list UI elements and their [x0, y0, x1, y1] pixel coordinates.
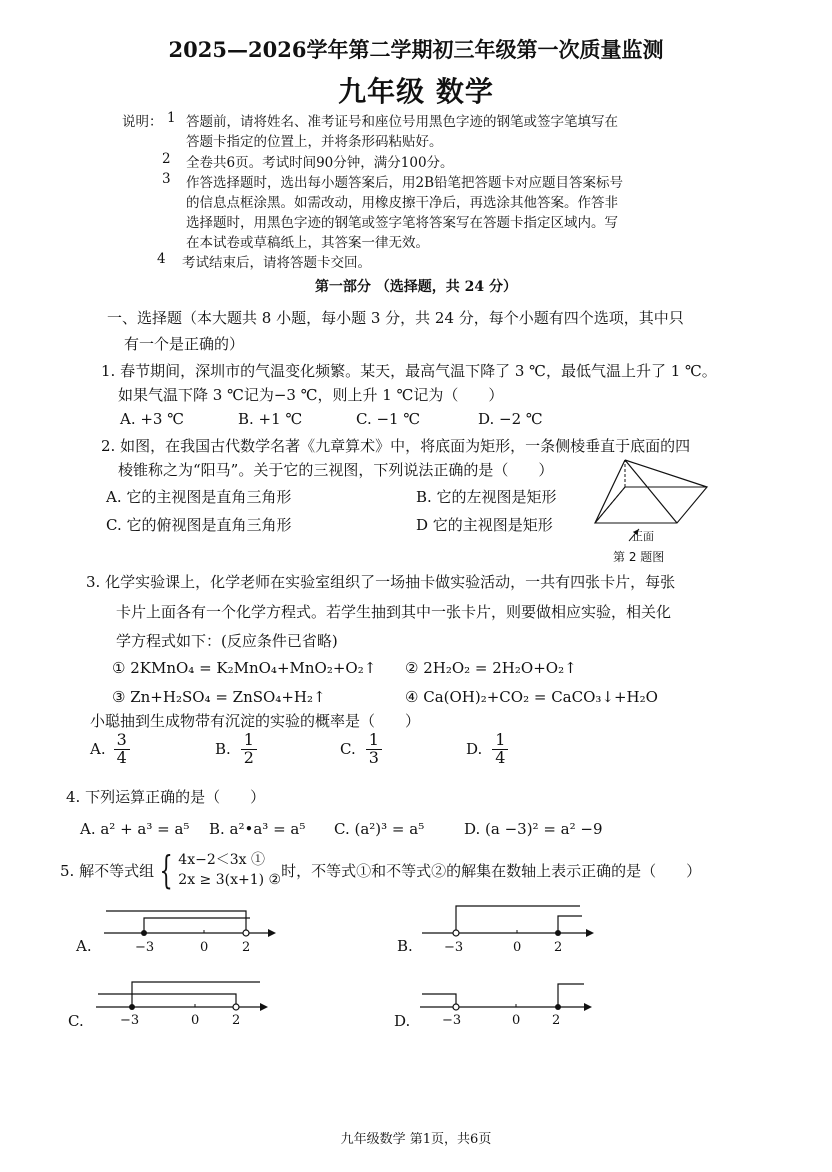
q2-option-c: C. 它的俯视图是直角三角形 — [106, 516, 292, 534]
section-one-heading-line-1: 一、选择题（本大题共 8 小题，每小题 3 分，共 24 分，每个小题有四个选项，其中只 — [107, 309, 684, 327]
pyramid-edge-2 — [625, 460, 677, 523]
axis-arrow — [586, 929, 594, 937]
q5-stem — [60, 850, 701, 890]
instruction-num-4: 4 — [157, 251, 166, 267]
q5-d-tick-2: 2 — [552, 1013, 561, 1028]
q5-inequality-1: 4x−2＜3x ① — [178, 852, 265, 868]
q4-option-b: B. a²•a³ = a⁵ — [209, 820, 306, 838]
q3-option-b-denominator: 2 — [243, 747, 254, 767]
q5-b-tick-0: 0 — [513, 940, 522, 955]
q5-suffix: 时，不等式①和不等式②的解集在数轴上表示正确的是（ ） — [281, 861, 702, 880]
q1-option-d: D. −2 ℃ — [478, 410, 543, 428]
instruction-1-line-1: 答题前，请将姓名、准考证号和座位号用黑色字迹的钢笔或签字笔填写在 — [186, 114, 618, 130]
q5-number-line-c — [92, 972, 272, 1032]
q5-option-d-label: D. — [394, 1012, 411, 1030]
q3-question: 小聪抽到生成物带有沉淀的实验的概率是（ ） — [90, 712, 421, 730]
q3-stem-line-1: 3. 化学实验课上，化学老师在实验室组织了一场抽卡做实验活动，一共有四张卡片，每张 — [86, 573, 676, 591]
axis-arrow — [268, 929, 276, 937]
q2-stem-line-1: 2. 如图，在我国古代数学名著《九章算术》中，将底面为矩形，一条侧棱垂直于底面的四 — [101, 437, 691, 455]
q1-option-b: B. +1 ℃ — [238, 410, 303, 428]
q5-c-tick-minus3: −3 — [120, 1013, 140, 1028]
q5-brace: { — [159, 848, 173, 892]
solution-ray-1 — [456, 906, 580, 933]
q3-option-a-denominator: 4 — [116, 747, 127, 767]
q5-a-tick-0: 0 — [200, 940, 209, 955]
q4-option-d: D. (a −3)² = a² −9 — [464, 820, 603, 838]
solution-ray-1 — [422, 994, 456, 1007]
point-2 — [243, 930, 249, 936]
q3-option-c — [340, 732, 382, 767]
q3-option-c-numerator: 1 — [366, 732, 382, 750]
point-minus-3 — [453, 1004, 459, 1010]
q5-a-tick-minus3: −3 — [135, 940, 155, 955]
instruction-num-3: 3 — [162, 171, 171, 187]
q3-option-d-denominator: 4 — [495, 747, 506, 767]
q3-stem-line-2: 卡片上面各有一个化学方程式。若学生抽到其中一张卡片，则要做相应实验，相关化 — [116, 603, 672, 621]
q4-stem: 4. 下列运算正确的是（ ） — [66, 788, 266, 806]
instruction-2-line-1: 全卷共6页。考试时间90分钟，满分100分。 — [186, 155, 454, 171]
section-one-heading-line-2: 有一个是正确的） — [124, 335, 245, 353]
q4-option-c: C. (a²)³ = a⁵ — [334, 820, 425, 838]
q3-option-c-denominator: 3 — [368, 747, 379, 767]
q3-stem-line-3: 学方程式如下：(反应条件已省略) — [116, 632, 338, 650]
solution-ray-1 — [106, 911, 246, 933]
q5-c-tick-0: 0 — [191, 1013, 200, 1028]
instruction-num-2: 2 — [162, 151, 171, 167]
instruction-3-line-2: 的信息点框涂黑。如需改动，用橡皮擦干净后，再选涂其他答案。作答非 — [186, 195, 618, 211]
q2-front-label: 正面 — [632, 530, 654, 543]
q3-equation-1: ① 2KMnO₄ = K₂MnO₄+MnO₂+O₂↑ — [112, 659, 377, 677]
instruction-num-1: 1 — [167, 110, 176, 126]
pyramid-edge-1 — [595, 460, 625, 523]
q3-equation-3: ③ Zn+H₂SO₄ = ZnSO₄+H₂↑ — [112, 688, 326, 706]
point-2 — [555, 1004, 561, 1010]
q2-option-b: B. 它的左视图是矩形 — [416, 488, 557, 506]
q5-number-line-a — [100, 898, 280, 958]
q3-option-d-fraction — [492, 732, 508, 767]
q3-equation-2: ② 2H₂O₂ = 2H₂O+O₂↑ — [405, 659, 577, 677]
instruction-3-line-3: 选择题时，用黑色字迹的钢笔或签字笔将答案写在答题卡指定区域内。写 — [186, 215, 618, 231]
q5-a-tick-2: 2 — [242, 940, 251, 955]
q2-figure-caption: 第 2 题图 — [613, 550, 665, 564]
axis-arrow — [260, 1003, 268, 1011]
q5-b-tick-minus3: −3 — [444, 940, 464, 955]
instruction-3-line-4: 在本试卷或草稿纸上，其答案一律无效。 — [186, 235, 429, 251]
point-minus-3 — [141, 930, 147, 936]
point-2 — [233, 1004, 239, 1010]
point-minus-3 — [129, 1004, 135, 1010]
solution-ray-2 — [558, 984, 584, 1007]
q3-option-d — [466, 732, 508, 767]
q1-option-a: A. +3 ℃ — [120, 410, 185, 428]
pyramid-edge-3 — [625, 460, 707, 487]
part-one-title: 第一部分 （选择题，共 24 分） — [314, 279, 518, 295]
exam-title: 2025—2026学年第二学期初三年级第一次质量监测 — [168, 37, 664, 62]
solution-ray-2 — [558, 916, 582, 933]
instruction-3-line-1: 作答选择题时，选出每小题答案后，用2B铅笔把答题卡对应题目答案标号 — [186, 175, 624, 191]
q5-c-tick-2: 2 — [232, 1013, 241, 1028]
point-minus-3 — [453, 930, 459, 936]
q5-d-tick-minus3: −3 — [442, 1013, 462, 1028]
q2-stem-line-2: 棱锥称之为“阳马”。关于它的三视图，下列说法正确的是（ ） — [118, 461, 554, 479]
page-footer: 九年级数学 第1页，共6页 — [340, 1132, 492, 1147]
instruction-1-line-2: 答题卡指定的位置上，并将条形码粘贴好。 — [186, 134, 443, 150]
q3-option-a-numerator: 3 — [114, 732, 130, 750]
q5-option-a-label: A. — [76, 937, 92, 955]
exam-subtitle: 九年级 数学 — [338, 75, 494, 108]
q3-equation-4: ④ Ca(OH)₂+CO₂ = CaCO₃↓+H₂O — [405, 688, 658, 706]
q3-option-c-label: C. — [340, 740, 356, 759]
q3-option-a — [90, 732, 130, 767]
q3-option-b — [215, 732, 257, 767]
q5-b-tick-2: 2 — [554, 940, 563, 955]
q1-stem-line-2: 如果气温下降 3 ℃记为−3 ℃，则上升 1 ℃记为（ ） — [118, 386, 504, 404]
q3-option-d-numerator: 1 — [492, 732, 508, 750]
q1-option-c: C. −1 ℃ — [356, 410, 421, 428]
axis-arrow — [584, 1003, 592, 1011]
q3-option-b-label: B. — [215, 740, 231, 759]
q3-option-b-fraction — [241, 732, 257, 767]
q5-option-b-label: B. — [397, 937, 413, 955]
q3-option-a-label: A. — [90, 740, 106, 759]
q5-inequality-2: 2x ≥ 3(x+1) ② — [178, 872, 282, 888]
instruction-4-line-1: 考试结束后，请将答题卡交回。 — [182, 255, 371, 271]
q3-option-b-numerator: 1 — [241, 732, 257, 750]
instructions-label: 说明： — [122, 114, 163, 130]
q2-option-d: D 它的主视图是矩形 — [416, 516, 553, 534]
q5-option-c-label: C. — [68, 1012, 84, 1030]
solution-ray-2 — [98, 994, 236, 1007]
solution-ray-2 — [144, 918, 250, 933]
q1-stem-line-1: 1. 春节期间，深圳市的气温变化频繁。某天，最高气温下降了 3 ℃，最低气温上升了 1 ℃。 — [101, 362, 717, 380]
q2-option-a: A. 它的主视图是直角三角形 — [106, 488, 292, 506]
point-2 — [555, 930, 561, 936]
q5-inequality-system — [178, 850, 281, 890]
q4-option-a: A. a² + a³ = a⁵ — [80, 820, 190, 838]
q3-option-c-fraction — [366, 732, 382, 767]
q3-option-a-fraction — [114, 732, 130, 767]
q5-d-tick-0: 0 — [512, 1013, 521, 1028]
q5-prefix: 5. 解不等式组 — [60, 861, 155, 880]
q3-option-d-label: D. — [466, 740, 483, 759]
